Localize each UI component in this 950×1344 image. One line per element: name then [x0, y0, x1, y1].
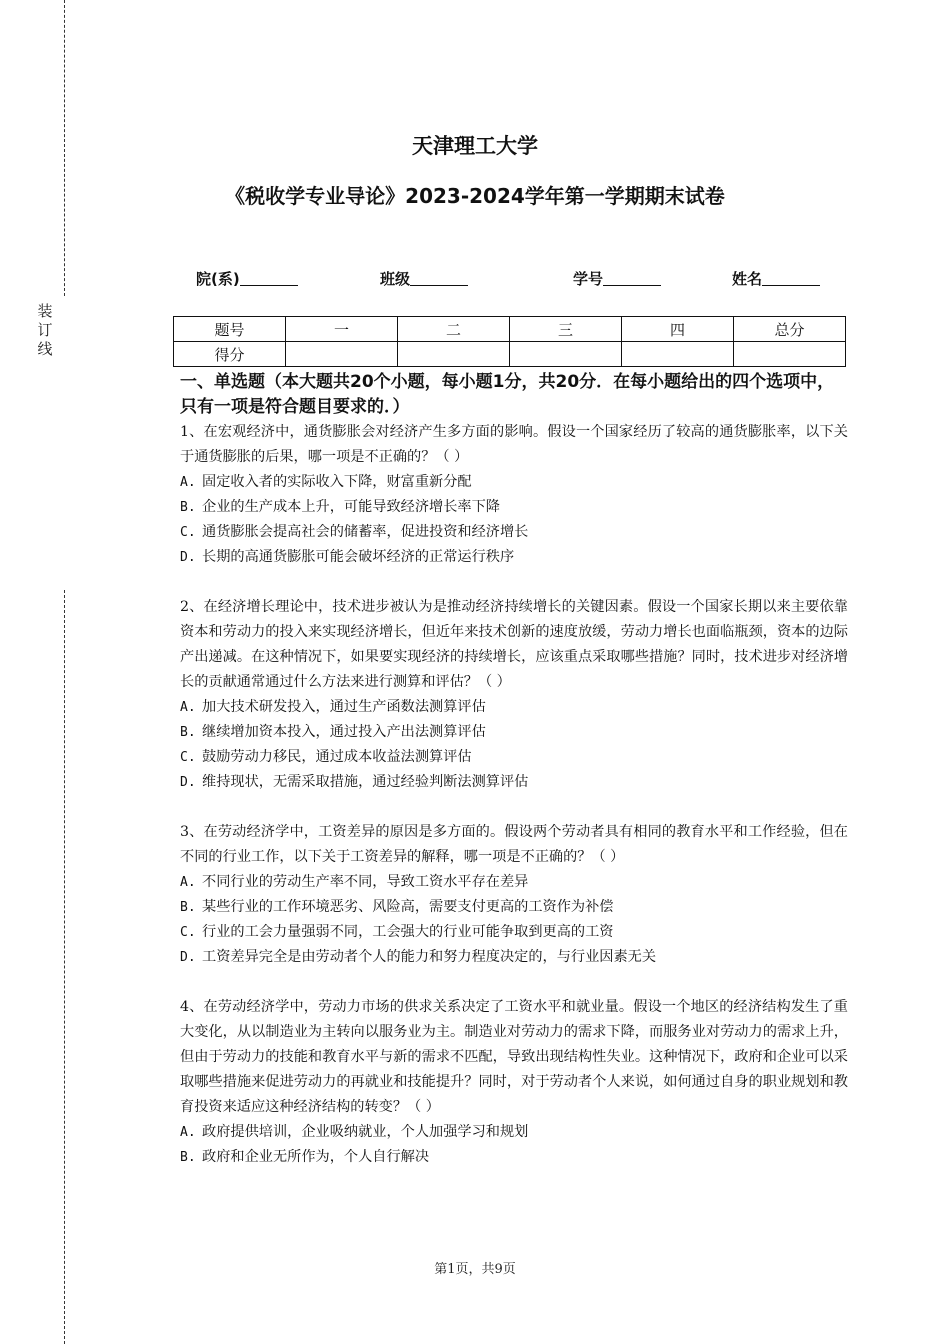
binding-char: 线 — [37, 340, 53, 358]
option-text: 通货膨胀会提高社会的储蓄率，促进投资和经济增长 — [202, 524, 529, 540]
class-label: 班级 — [380, 270, 411, 288]
question-spacer — [180, 570, 848, 595]
exam-title: 《税收学专业导论》2023-2024学年第一学期期末试卷 — [225, 184, 725, 208]
score-table-header-cell: 一 — [286, 317, 398, 342]
score-table-header-cell: 二 — [398, 317, 510, 342]
name-field[interactable] — [732, 268, 820, 289]
question-3 — [180, 820, 848, 970]
department-label: 院(系) — [196, 270, 240, 288]
option-text: 企业的生产成本上升，可能导致经济增长率下降 — [202, 499, 500, 515]
option-label: B. — [180, 900, 196, 915]
option-d[interactable] — [180, 945, 848, 970]
question-spacer — [180, 795, 848, 820]
option-label: A. — [180, 700, 196, 715]
score-cell[interactable] — [398, 342, 510, 367]
question-2 — [180, 595, 848, 795]
score-table-score-row — [174, 342, 846, 367]
option-text: 继续增加资本投入，通过投入产出法测算评估 — [202, 724, 486, 740]
option-d[interactable] — [180, 770, 848, 795]
score-cell[interactable] — [510, 342, 622, 367]
option-label: B. — [180, 500, 196, 515]
score-table-header-row — [174, 317, 846, 342]
option-c[interactable] — [180, 920, 848, 945]
name-blank[interactable] — [762, 271, 820, 286]
question-stem: 4、在劳动经济学中，劳动力市场的供求关系决定了工资水平和就业量。假设一个地区的经济结构发生了重大变化，从以制造业为主转向以服务业为主。制造业对劳动力的需求下降，而服务业对劳动力的需求上升，但由于劳动力的技能和教育水平与新的需求不匹配，导致出现结构性失业。这种情况下，政府和企业可以采取哪些措施来促进劳动力的再就业和技能提升？同时，对于劳动者个人来说，如何通过自身的职业规划和教育投资来适应这种经济结构的转变？（ ） — [180, 999, 848, 1115]
class-blank[interactable] — [410, 271, 468, 286]
student-id-label: 学号 — [573, 270, 604, 288]
section-heading: 一、单选题（本大题共20个小题，每小题1分，共20分．在每小题给出的四个选项中，只有一项是符合题目要求的．） — [180, 372, 835, 417]
option-a[interactable] — [180, 1120, 848, 1145]
option-d[interactable] — [180, 545, 848, 570]
question-stem: 3、在劳动经济学中，工资差异的原因是多方面的。假设两个劳动者具有相同的教育水平和工作经验，但在不同的行业工作，以下关于工资差异的解释，哪一项是不正确的？（ ） — [180, 824, 848, 865]
option-text: 固定收入者的实际收入下降，财富重新分配 — [202, 474, 472, 490]
question-4 — [180, 995, 848, 1170]
option-a[interactable] — [180, 695, 848, 720]
option-b[interactable] — [180, 895, 848, 920]
option-text: 鼓励劳动力移民，通过成本收益法测算评估 — [202, 749, 472, 765]
department-field[interactable] — [196, 268, 298, 289]
option-label: A. — [180, 475, 196, 490]
score-table-header-cell: 三 — [510, 317, 622, 342]
option-label: D. — [180, 950, 196, 965]
option-b[interactable] — [180, 720, 848, 745]
student-id-blank[interactable] — [603, 271, 661, 286]
score-cell[interactable] — [622, 342, 734, 367]
student-id-field[interactable] — [573, 268, 661, 289]
name-label: 姓名 — [732, 270, 763, 288]
option-label: B. — [180, 725, 196, 740]
binding-char: 订 — [37, 321, 53, 339]
score-table-header-cell: 题号 — [174, 317, 286, 342]
option-label: C. — [180, 525, 196, 540]
option-label: D. — [180, 775, 196, 790]
option-b[interactable] — [180, 1145, 848, 1170]
score-table-header-cell: 总分 — [734, 317, 846, 342]
option-label: A. — [180, 1125, 196, 1140]
option-text: 行业的工会力量强弱不同，工会强大的行业可能争取到更高的工资 — [202, 924, 614, 940]
option-text: 加大技术研发投入，通过生产函数法测算评估 — [202, 699, 486, 715]
score-cell[interactable] — [734, 342, 846, 367]
question-stem: 2、在经济增长理论中，技术进步被认为是推动经济持续增长的关键因素。假设一个国家长期以来主要依靠资本和劳动力的投入来实现经济增长，但近年来技术创新的速度放缓，劳动力增长也面临瓶颈，资本的边际产出递减。在这种情况下，如果要实现经济的持续增长，应该重点采取哪些措施？同时，技术进步对经济增长的贡献通常通过什么方法来进行测算和评估？（ ） — [180, 599, 848, 690]
university-title: 天津理工大学 — [412, 134, 538, 158]
option-text: 政府和企业无所作为，个人自行解决 — [202, 1149, 430, 1165]
option-label: A. — [180, 875, 196, 890]
option-c[interactable] — [180, 745, 848, 770]
option-b[interactable] — [180, 495, 848, 520]
option-a[interactable] — [180, 470, 848, 495]
score-table-header-cell: 四 — [622, 317, 734, 342]
option-text: 政府提供培训，企业吸纳就业，个人加强学习和规划 — [202, 1124, 529, 1140]
option-text: 工资差异完全是由劳动者个人的能力和努力程度决定的，与行业因素无关 — [202, 949, 657, 965]
question-stem: 1、在宏观经济中，通货膨胀会对经济产生多方面的影响。假设一个国家经历了较高的通货膨胀率，以下关于通货膨胀的后果，哪一项是不正确的？（ ） — [180, 424, 848, 465]
exam-content — [180, 370, 848, 1170]
option-text: 长期的高通货膨胀可能会破坏经济的正常运行秩序 — [202, 549, 515, 565]
binding-dashed-line-bottom — [64, 590, 65, 1344]
option-a[interactable] — [180, 870, 848, 895]
question-spacer — [180, 970, 848, 995]
option-c[interactable] — [180, 520, 848, 545]
option-text: 维持现状，无需采取措施，通过经验判断法测算评估 — [202, 774, 529, 790]
score-cell[interactable] — [286, 342, 398, 367]
option-label: C. — [180, 750, 196, 765]
option-text: 不同行业的劳动生产率不同，导致工资水平存在差异 — [202, 874, 529, 890]
option-text: 某些行业的工作环境恶劣、风险高，需要支付更高的工资作为补偿 — [202, 899, 614, 915]
option-label: C. — [180, 925, 196, 940]
score-row-label: 得分 — [174, 342, 286, 367]
page-footer: 第1页，共9页 — [434, 1262, 516, 1277]
department-blank[interactable] — [240, 271, 298, 286]
option-label: B. — [180, 1150, 196, 1165]
binding-label — [36, 302, 54, 359]
option-label: D. — [180, 550, 196, 565]
question-1 — [180, 420, 848, 570]
binding-char: 装 — [37, 302, 53, 320]
score-table — [173, 316, 846, 367]
class-field[interactable] — [380, 268, 468, 289]
